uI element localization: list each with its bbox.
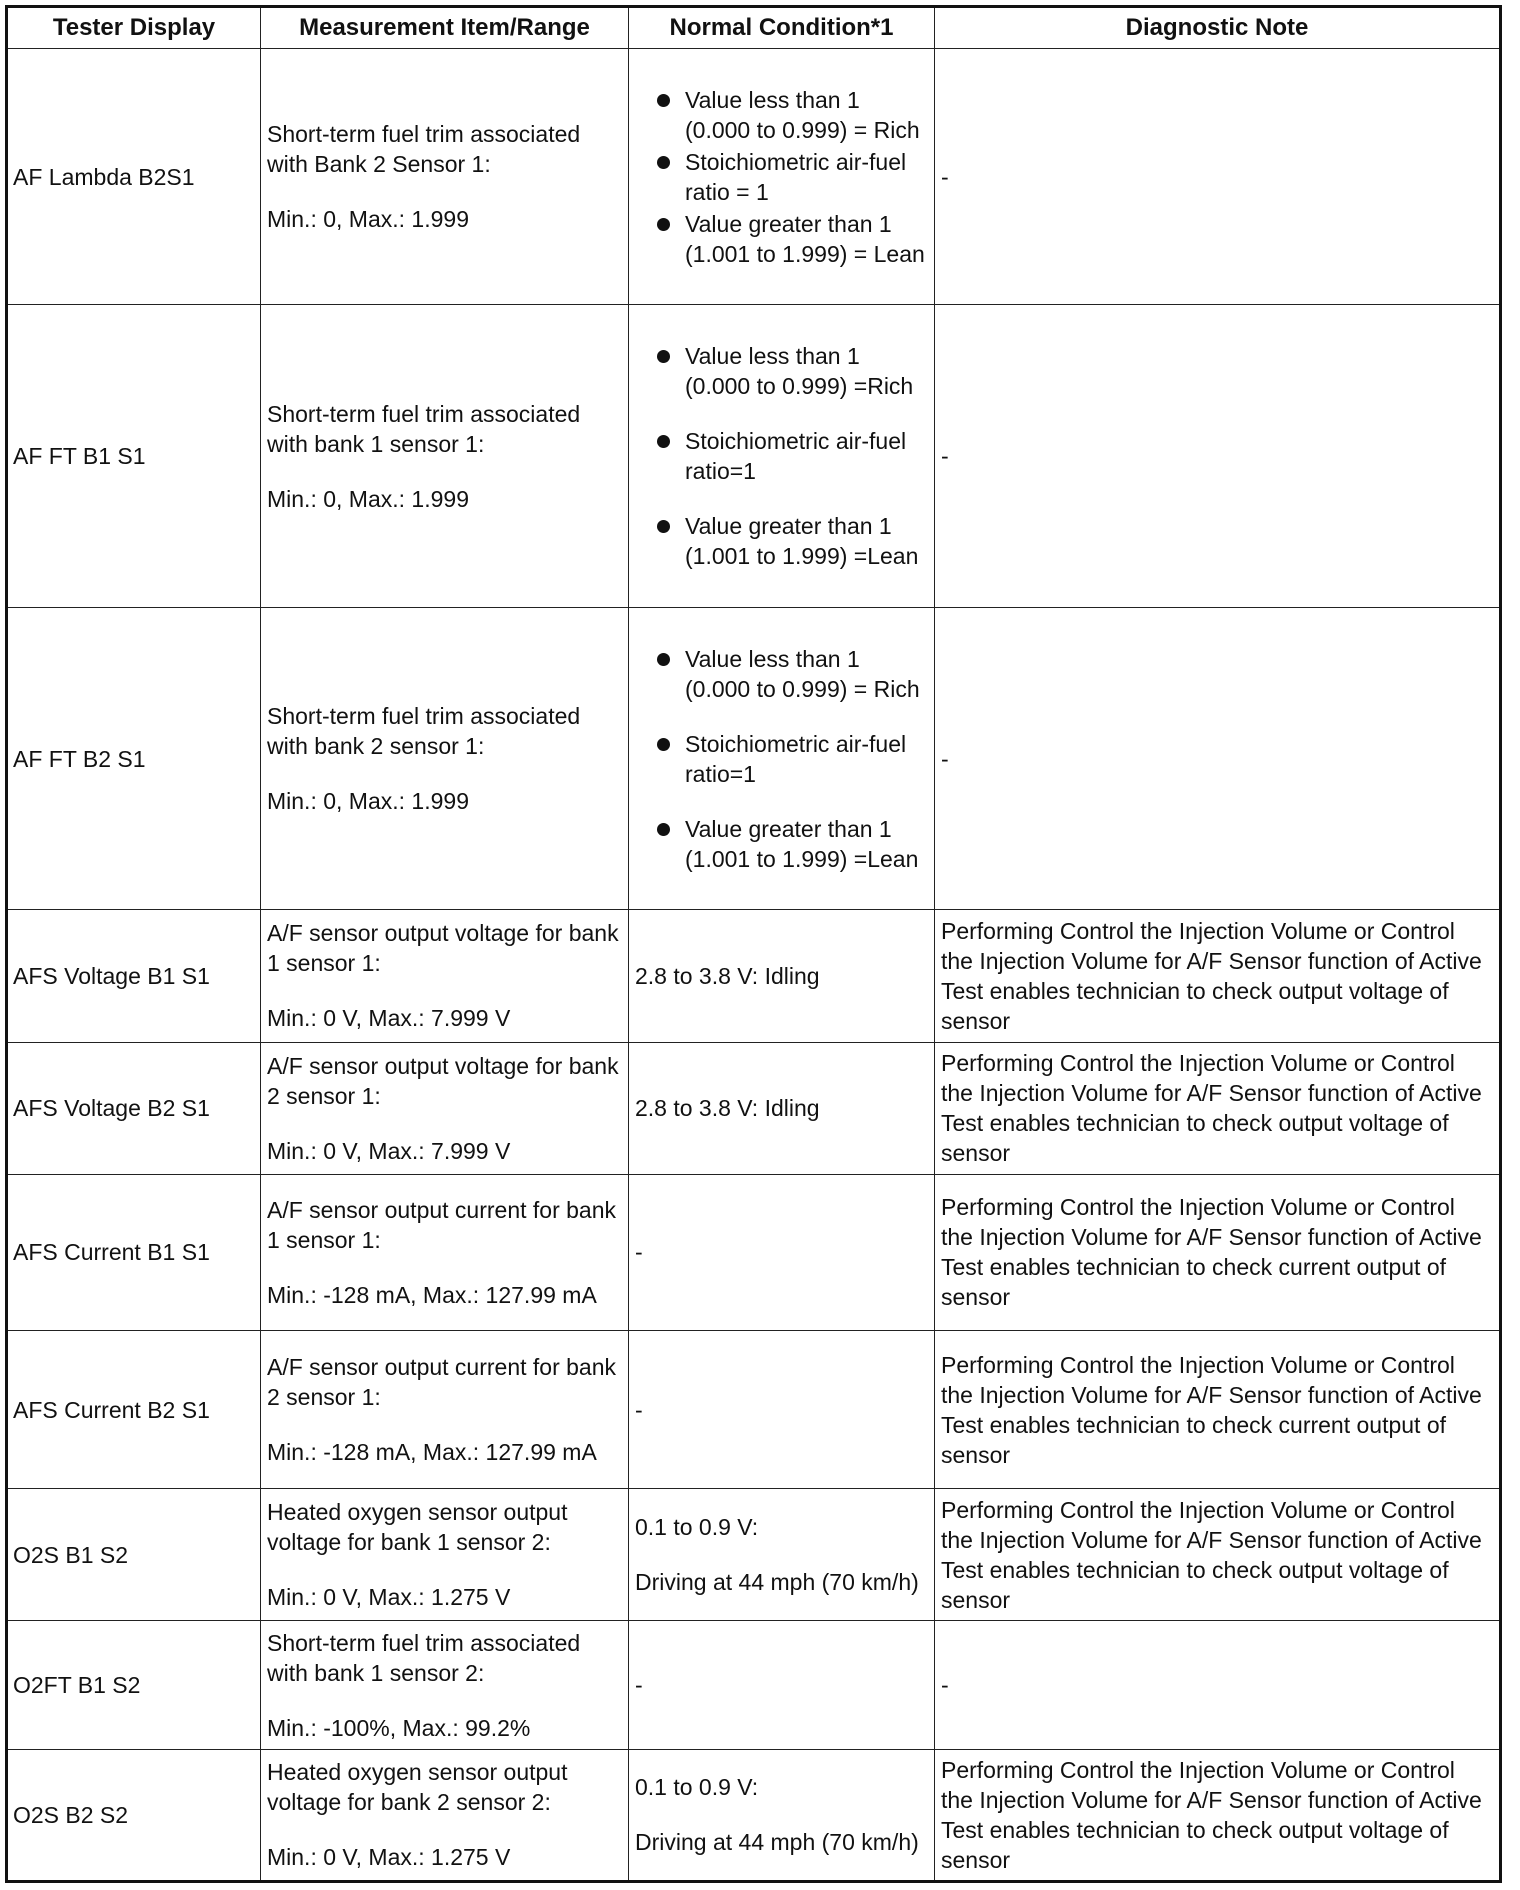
diagnostic-note-cell: Performing Control the Injection Volume or Control the Injection Volume for A/F Sensor function of Active Test enables technician to check output voltage of sensor [935,1042,1501,1174]
normal-condition-cell [629,305,935,607]
diagnostic-note-cell: - [935,305,1501,607]
condition-text: 2.8 to 3.8 V: Idling [635,1095,820,1122]
tester-display-cell: AFS Current B1 S1 [7,1174,261,1330]
measurement-cell [261,1621,629,1749]
normal-condition-cell [629,1489,935,1621]
measurement-description: Heated oxygen sensor output voltage for bank 2 sensor 2: [267,1759,568,1816]
normal-condition-cell [629,1174,935,1330]
measurement-cell [261,1749,629,1881]
measurement-range: Min.: 0, Max.: 1.999 [267,788,469,815]
table-row [7,1174,1501,1330]
condition-text: - [635,1239,643,1266]
header-tester-display: Tester Display [7,7,261,49]
measurement-cell [261,1331,629,1489]
diagnostic-note-cell: Performing Control the Injection Volume or Control the Injection Volume for A/F Sensor function of Active Test enables technician to check current output of sensor [935,1331,1501,1489]
table-row [7,1489,1501,1621]
diagnostic-note-cell: Performing Control the Injection Volume or Control the Injection Volume for A/F Sensor function of Active Test enables technician to check current output of sensor [935,1174,1501,1330]
table-row [7,1621,1501,1749]
table-row [7,607,1501,909]
condition-bullet: Value less than 1 (0.000 to 0.999) = Rich [635,644,928,704]
condition-text: Driving at 44 mph (70 km/h) [635,1569,919,1596]
condition-text: - [635,1672,643,1699]
measurement-range: Min.: 0, Max.: 1.999 [267,206,469,233]
condition-text: Driving at 44 mph (70 km/h) [635,1829,919,1856]
tester-display-cell: AF Lambda B2S1 [7,49,261,305]
diagnostic-note-cell: Performing Control the Injection Volume or Control the Injection Volume for A/F Sensor function of Active Test enables technician to check output voltage of sensor [935,1749,1501,1881]
measurement-description: Short-term fuel trim associated with bank 1 sensor 2: [267,1629,581,1686]
measurement-cell [261,1042,629,1174]
normal-condition-cell [629,1331,935,1489]
tester-display-cell: O2FT B1 S2 [7,1621,261,1749]
tester-display-cell: O2S B1 S2 [7,1489,261,1621]
measurement-description: Heated oxygen sensor output voltage for bank 1 sensor 2: [267,1499,568,1556]
measurement-description: A/F sensor output current for bank 2 sensor 1: [267,1354,617,1411]
diagnostic-note-cell: - [935,1621,1501,1749]
condition-bullet: Stoichiometric air-fuel ratio=1 [635,426,928,486]
condition-bullet: Stoichiometric air-fuel ratio = 1 [635,147,928,207]
measurement-range: Min.: 0 V, Max.: 7.999 V [267,1137,511,1164]
tester-display-cell: AFS Current B2 S1 [7,1331,261,1489]
measurement-description: Short-term fuel trim associated with bank 2 sensor 1: [267,703,581,760]
condition-bullet: Value greater than 1 (1.001 to 1.999) = Lean [635,209,928,269]
diagnostic-note-cell: - [935,49,1501,305]
table-row [7,910,1501,1042]
measurement-description: Short-term fuel trim associated with Bank 2 Sensor 1: [267,121,581,178]
measurement-cell [261,1174,629,1330]
measurement-description: A/F sensor output voltage for bank 2 sensor 1: [267,1052,619,1109]
tester-display-cell: AF FT B2 S1 [7,607,261,909]
normal-condition-cell [629,1749,935,1881]
measurement-description: Short-term fuel trim associated with bank 1 sensor 1: [267,400,581,457]
measurement-cell [261,1489,629,1621]
measurement-description: A/F sensor output current for bank 1 sensor 1: [267,1196,617,1253]
diagnostic-note-cell: - [935,607,1501,909]
normal-condition-cell [629,49,935,305]
tester-display-cell: AFS Voltage B2 S1 [7,1042,261,1174]
measurement-range: Min.: -128 mA, Max.: 127.99 mA [267,1439,597,1466]
measurement-cell [261,305,629,607]
measurement-range: Min.: 0 V, Max.: 1.275 V [267,1844,511,1871]
header-row [7,7,1501,49]
data-list-table [5,5,1502,1883]
condition-text: 0.1 to 0.9 V: [635,1514,759,1541]
table-row [7,1331,1501,1489]
diagnostic-note-cell: Performing Control the Injection Volume or Control the Injection Volume for A/F Sensor function of Active Test enables technician to check output voltage of sensor [935,910,1501,1042]
condition-bullet: Value greater than 1 (1.001 to 1.999) =Lean [635,814,928,874]
condition-bullet: Value greater than 1 (1.001 to 1.999) =Lean [635,511,928,571]
condition-bullet-list [635,85,928,269]
condition-text: 2.8 to 3.8 V: Idling [635,962,820,989]
measurement-range: Min.: 0, Max.: 1.999 [267,485,469,512]
table-row [7,49,1501,305]
normal-condition-cell [629,910,935,1042]
condition-bullet: Stoichiometric air-fuel ratio=1 [635,729,928,789]
table-row [7,1749,1501,1881]
measurement-cell [261,607,629,909]
tester-display-cell: AFS Voltage B1 S1 [7,910,261,1042]
measurement-cell [261,910,629,1042]
condition-bullet-list [635,341,928,571]
measurement-range: Min.: -100%, Max.: 99.2% [267,1714,531,1741]
measurement-range: Min.: -128 mA, Max.: 127.99 mA [267,1281,597,1308]
measurement-cell [261,49,629,305]
diagnostic-note-cell: Performing Control the Injection Volume or Control the Injection Volume for A/F Sensor function of Active Test enables technician to check output voltage of sensor [935,1489,1501,1621]
tester-display-cell: AF FT B1 S1 [7,305,261,607]
tester-display-cell: O2S B2 S2 [7,1749,261,1881]
condition-text: 0.1 to 0.9 V: [635,1774,759,1801]
header-diagnostic-note: Diagnostic Note [935,7,1501,49]
table-row [7,305,1501,607]
header-normal-condition: Normal Condition*1 [629,7,935,49]
normal-condition-cell [629,1621,935,1749]
condition-text: - [635,1396,643,1423]
measurement-range: Min.: 0 V, Max.: 1.275 V [267,1584,511,1611]
measurement-description: A/F sensor output voltage for bank 1 sensor 1: [267,920,619,977]
normal-condition-cell [629,607,935,909]
condition-bullet: Value less than 1 (0.000 to 0.999) =Rich [635,341,928,401]
condition-bullet-list [635,644,928,874]
condition-bullet: Value less than 1 (0.000 to 0.999) = Rich [635,85,928,145]
header-measurement-item: Measurement Item/Range [261,7,629,49]
table-row [7,1042,1501,1174]
measurement-range: Min.: 0 V, Max.: 7.999 V [267,1005,511,1032]
normal-condition-cell [629,1042,935,1174]
